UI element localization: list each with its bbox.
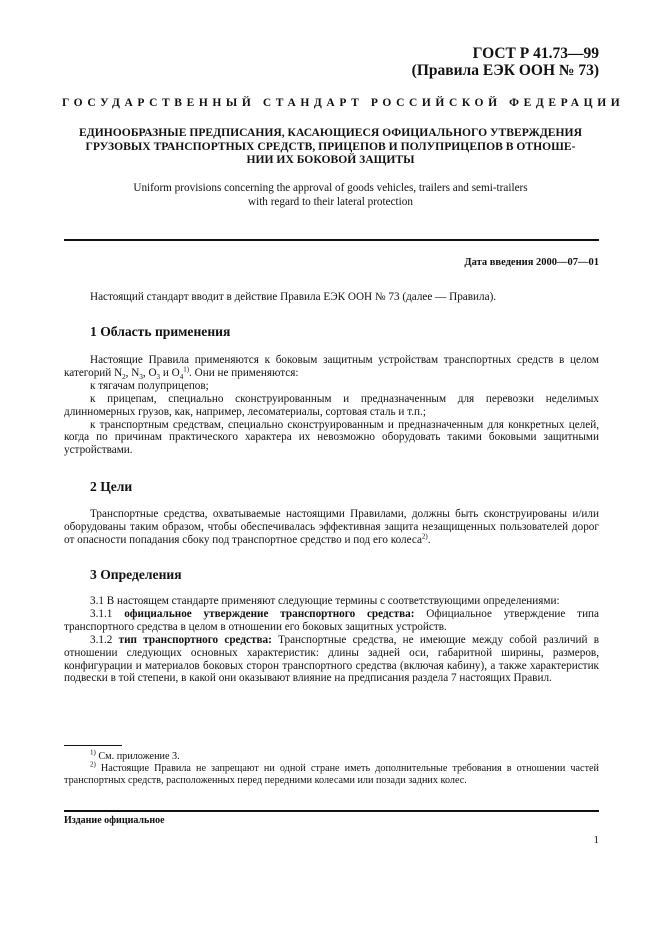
definition: Официальное утверждение типа транспортного средства в целом в отношении его боковых защитных устройств. [64,607,600,633]
text-run: Транспортные средства, охватываемые настоящими Правилами, должны быть сконструированы и/или оборудованы таким образом, чтобы обеспечивалась эффективная защита незащищенных пользователей дорог от опасности попадания сбоку под транспортное средство и под его колеса [64,508,599,546]
intro-paragraph: Настоящий стандарт вводит в действие Правила ЕЭК ООН № 73 (далее — Правила). [90,291,497,303]
subscript: 2 [122,373,126,382]
footer-divider [64,810,599,812]
official-edition-label: Издание официальное [64,815,165,826]
english-title [62,182,599,209]
title-line: НИИ ИХ БОКОВОЙ ЗАЩИТЫ [246,153,415,166]
list-item: к прицепам, специально сконструированным и предназначенным для перевозки неделимых длинномерных грузов, как, например, лесоматериалы, сортовая сталь и т.п.; [64,392,599,418]
text-run: , N [125,366,140,379]
section-2-heading: 2 Цели [90,479,133,494]
clause-3-1-1 [64,608,599,634]
standard-number: ГОСТ Р 41.73—99 [472,45,599,62]
term: тип транспортного средства: [118,633,272,646]
state-standard-heading: ГОСУДАРСТВЕННЫЙ СТАНДАРТ РОССИЙСКОЙ ФЕДЕРАЦИИ [62,97,625,109]
subtitle-line: with regard to their lateral protection [248,195,413,208]
text-run: , O [142,366,157,379]
subtitle-line: Uniform provisions concerning the approval of goods vehicles, trailers and semi-trailers [133,182,528,194]
clause-3-1: 3.1 В настоящем стандарте применяют следующие термины с соответствующими определениями: [90,595,560,607]
title-line: ГРУЗОВЫХ ТРАНСПОРТНЫХ СРЕДСТВ, ПРИЦЕПОВ И ПОЛУПРИЦЕПОВ В ОТНОШЕ- [85,139,576,153]
subscript: 3 [139,373,143,382]
clause-3-1-2 [64,634,599,686]
standard-designation [412,45,599,79]
footnotes [64,748,599,787]
list-item: к транспортным средствам, специально сконструированным и предназначенным для конкретных целей, когда по причинам практического характера их невозможно оборудовать такими боковыми защитными устройствами. [64,418,599,457]
footnote [64,748,599,763]
footnote [64,760,599,787]
text-run: Настоящие Правила применяются к боковым защитным устройствам транспортных средств в целом категорий N [64,354,599,379]
section-3-heading: 3 Определения [90,567,182,582]
section-1-paragraph [64,354,599,380]
section-1-body [64,354,599,457]
footnote-text: См. приложение 3. [95,751,180,762]
list-item: к тягачам полуприцепов; [90,379,209,392]
section-2-paragraph [64,508,599,547]
footnote-text: Настоящие Правила не запрещают ни одной стране иметь дополнительные требования в отношении частей транспортных средств, расположенных перед передними колесами или позади задних колес. [64,763,599,786]
section-3-body [64,595,599,685]
text-run: . Они не применяются: [189,366,299,379]
clause-number: 3.1.2 [90,633,113,646]
definition: Транспортные средства, не имеющие между собой различий в отношении следующих основных характеристик: длины задней оси, габаритной ширины, размеров, конфигурации и материалов боковых сторон транспортного средства (включая кабину), а также характеристик подвески в той степени, в какой они оказывают влияние на предписания раздела 7 настоящих Правил. [64,633,599,685]
subscript: 4 [179,373,184,382]
clause-number: 3.1.1 [90,607,113,620]
rule-number: (Правила ЕЭК ООН № 73) [411,62,599,79]
text-run: и O [160,366,180,379]
term: официальное утверждение транспортного средства: [124,607,415,620]
footnote-mark: 2) [90,760,96,769]
date-of-introduction: Дата введения 2000—07—01 [464,257,599,268]
page-number: 1 [593,834,599,846]
text-run: . [427,533,431,546]
document-title [62,126,599,167]
header-divider [64,239,599,241]
footnote-ref: 2) [421,532,428,541]
footnote-ref: 1) [183,365,190,374]
footnote-mark: 1) [90,748,96,757]
subscript: 3 [156,373,161,382]
title-line: ЕДИНООБРАЗНЫЕ ПРЕДПИСАНИЯ, КАСАЮЩИЕСЯ ОФИЦИАЛЬНОГО УТВЕРЖДЕНИЯ [79,126,582,139]
footnote-divider [64,745,122,746]
section-1-heading: 1 Область применения [90,324,231,339]
